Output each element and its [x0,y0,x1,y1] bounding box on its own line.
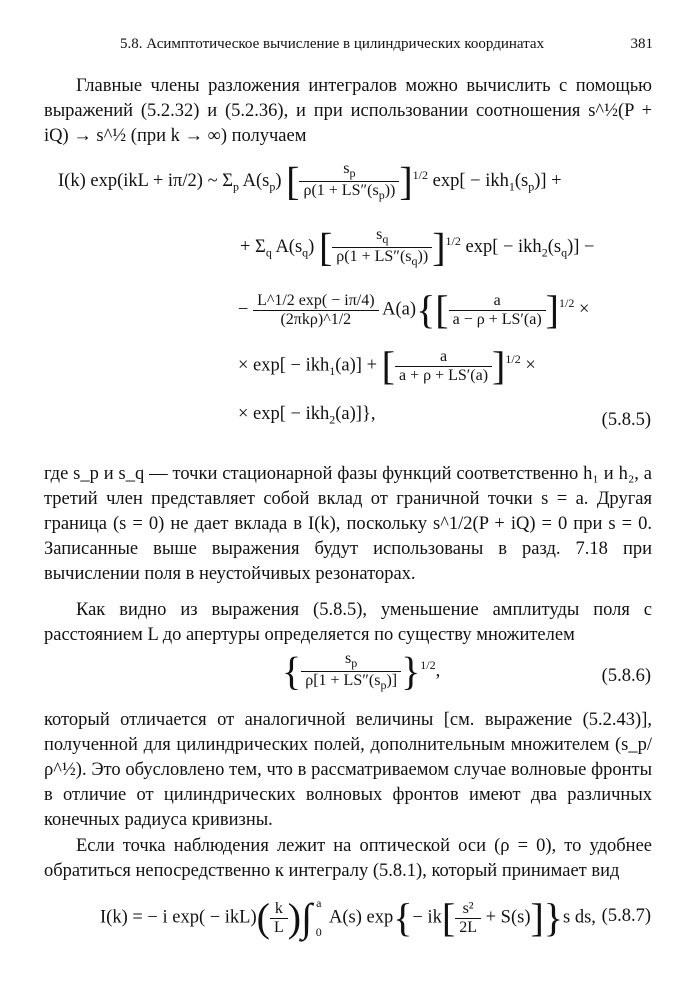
eq585-line2: + $\Sigma_q$ $A(s_q)$ [ $\frac{s_q}{\rho(1 + LS''(s_q))}$ ]$^{1/2}$ $\exp[ - ikh_2(s_q)]$ − [240,224,595,270]
eq586-fraction: $\frac{s_p}{\rho[1 + LS''(s_p)]}$ [301,650,401,693]
eq585-line5: × exp[ − ikh$_2$(a)]}, [238,404,376,427]
eq587-inner-fraction: $\frac{\text{s²}}{2L}$ [455,900,481,937]
eq585-line4-fraction: $\frac{a}{a + \rho + LS'(a)}$ [395,348,492,385]
paragraph-axis [44,834,652,884]
eq587-integral-limits: a 0 [315,896,322,939]
paragraph-stationary-phase-text: где s_p и s_q — точки стационарной фазы функций соответственно h₁ и h₂, а третий член представляет собой вклад от граничной точки s = a. Другая граница (s = 0) не дает вклада в I(k), поскольку s^1/2(P + iQ) = 0 при s = 0. Записанные выше выражения будут использованы в разд. 7.18 при вычислении поля в неустойчивых резонаторах. [44,464,652,584]
eq586-body: { $\frac{s_p}{\rho[1 + LS''(s_p)]}$ }$^{1/2}$, [282,648,441,694]
running-header-title: 5.8. Асимптотическое вычисление в цилиндрических координатах [120,36,545,52]
eq585-line3-fraction: $\frac{a}{a - \rho + LS'(a)}$ [449,292,546,329]
eq585-line3-prefactor: $\frac{L\^{}1/2 \exp( - i\pi/4)}{\text{(2πkρ)\textasciicircum{}1/2}}$ [253,292,378,329]
paragraph-amplitude-text: Как видно из выражения (5.8.5), уменьшение амплитуды поля с расстоянием L до апертуры определяется по существу множителем [44,600,652,645]
paragraph-amplitude [44,598,652,648]
paragraph-comparison [44,708,652,833]
equation-number-5-8-7: (5.8.7) [601,906,651,926]
page-number: 381 [630,36,653,52]
eq585-line1: I(k) exp(ikL + iπ/2) ~ $\Sigma_p$ $A(s_p)$ [ $\frac{s_p}{\rho(1 + LS''(s_p))}$ ]$^{1/2}$ $\exp[ - ikh_1(s_p)]$ + [58,158,562,204]
eq585-line2-fraction: $\frac{s_q}{\rho(1 + LS''(s_q))}$ [332,226,432,269]
paragraph-axis-text: Если точка наблюдения лежит на оптической оси (ρ = 0), то удобнее обратиться непосредственно к интегралу (5.8.1), который принимает вид [44,836,652,881]
eq585-line1-fraction: $\frac{s_p}{\rho(1 + LS''(s_p))}$ [299,160,399,203]
paragraph-intro [44,74,652,149]
eq587-body: I(k) = − i exp( − ikL)( $\frac{k}{L}$ )∫ a 0 A(s) exp{− ik[ $\frac{\text{s²}}{2L}$ + S(s)]}s ds, [100,895,596,940]
eq585-line4: × exp[ − ikh$_1$(a)] + [ $\frac{a}{a + \rho + LS'(a)}$ ]$^{1/2}$ × [238,343,536,388]
paragraph-intro-text: Главные члены разложения интегралов можно вычислить с помощью выражений (5.2.32) и (5.2.36), и при использовании соотношения s^½(P + iQ) → s^½ (при k → ∞) получаем [44,76,652,146]
equation-number-5-8-6: (5.8.6) [601,666,651,686]
paragraph-comparison-text: который отличается от аналогичной величины [см. выражение (5.2.43)], полученной для цилиндрических полей, дополнительным множителем (s_p/ρ^½). Это обусловлено тем, что в рассматриваемом случае волновые фронты в отличие от цилиндрических волновых фронтов имеют два различных конечных радиуса кривизны. [44,710,652,830]
eq587-k-over-L: $\frac{k}{L}$ [270,900,288,937]
equation-number-5-8-5: (5.8.5) [601,410,651,430]
paragraph-stationary-phase [44,462,652,587]
eq585-line3: − $\frac{L\^{}1/2 \exp( - i\pi/4)}{\text{(2πkρ)\textasciicircum{}1/2}}$ A(a){[ $\frac{a}{a - \rho + LS'(a)}$ ]$^{1/2}$ × [238,287,590,332]
